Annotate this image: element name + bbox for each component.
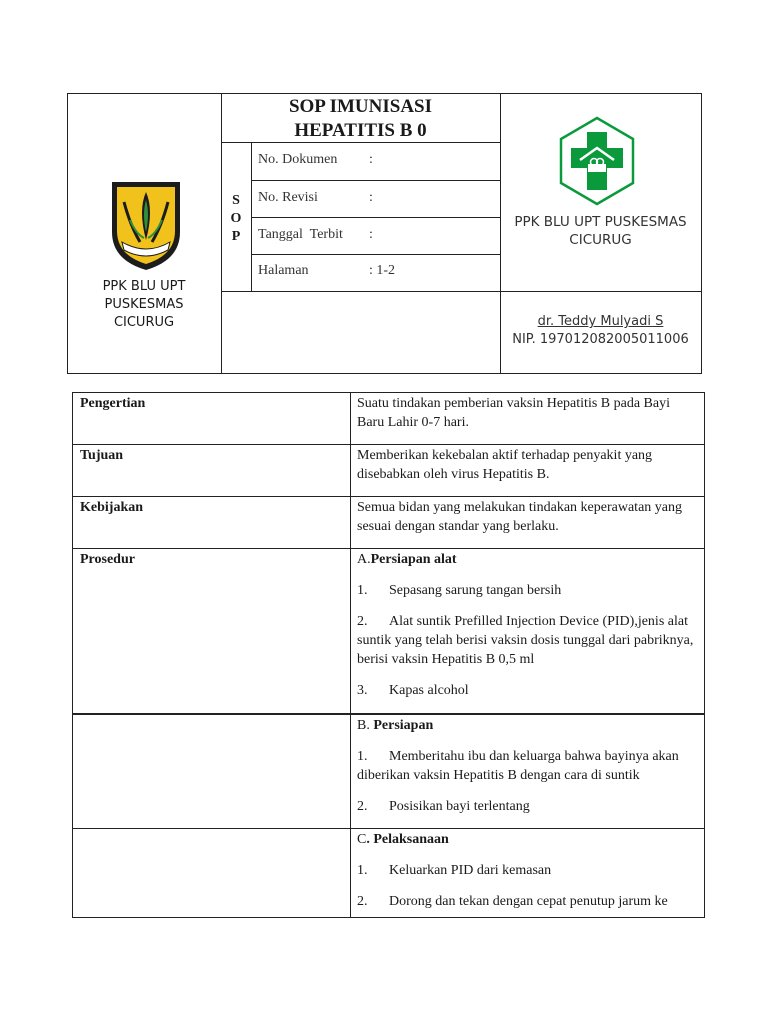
section-pelaksanaan	[351, 829, 705, 918]
sop-letter-s: S	[232, 193, 240, 208]
item-text: Alat suntik Prefilled Injection Device (PID),jenis alat suntik yang telah berisi vaksin dosis tunggal dari pabriknya, berisi vaksin Hepatitis B 0,5 ml	[357, 614, 694, 667]
value-kebijakan: Semua bidan yang melakukan tindakan keperawatan yang sesuai dengan standar yang berlaku.	[351, 497, 705, 549]
title-line-1: SOP IMUNISASI	[288, 96, 433, 117]
item-text: Dorong dan tekan dengan cepat penutup jarum ke	[389, 894, 668, 909]
meta-label-tanggal-terbit: Tanggal Terbit	[258, 227, 343, 242]
label-empty	[73, 829, 351, 918]
row-prosedur-c	[73, 829, 705, 918]
item-text: Keluarkan PID dari kemasan	[389, 863, 552, 878]
org-right-line-2: CICURUG	[569, 232, 632, 248]
row-tujuan	[73, 445, 705, 497]
header-row-line-3	[251, 217, 500, 218]
puskesmas-logo-icon	[558, 116, 636, 206]
sop-letter-p: P	[231, 229, 241, 244]
section-persiapan	[351, 714, 705, 829]
item-text: Sepasang sarung tangan bersih	[389, 583, 562, 598]
row-prosedur-a	[73, 549, 705, 714]
org-left-line-1: PPK BLU UPT	[102, 279, 186, 294]
list-item	[357, 892, 698, 911]
title-line-2: HEPATITIS B 0	[294, 120, 427, 141]
item-number: 2.	[357, 798, 368, 814]
section-b-heading	[357, 716, 698, 735]
item-number: 1.	[357, 583, 368, 598]
meta-value-no-revisi: :	[369, 190, 373, 205]
list-item	[357, 797, 698, 816]
signer-nip: NIP. 197012082005011006	[512, 332, 689, 347]
org-left-line-2: PUSKESMAS	[104, 297, 184, 312]
list-item	[357, 612, 698, 669]
list-item	[357, 747, 698, 785]
value-pengertian: Suatu tindakan pemberian vaksin Hepatitis B pada Bayi Baru Lahir 0-7 hari.	[351, 393, 705, 445]
item-number: 3.	[357, 683, 368, 698]
list-item	[357, 581, 698, 600]
label-tujuan: Tujuan	[73, 445, 351, 497]
row-pengertian	[73, 393, 705, 445]
item-number: 1.	[357, 863, 368, 878]
item-text: Posisikan bayi terlentang	[389, 798, 530, 814]
meta-label-no-dokumen: No. Dokumen	[258, 152, 338, 167]
section-b-title: Persiapan	[373, 717, 434, 733]
org-left-line-3: CICURUG	[113, 315, 175, 330]
signer-name: dr. Teddy Mulyadi S	[537, 314, 664, 329]
section-persiapan-alat	[351, 549, 705, 714]
regency-crest-icon	[110, 180, 182, 272]
section-c-prefix: C	[357, 832, 367, 847]
sop-content-table	[72, 392, 705, 918]
org-right-line-1: PPK BLU UPT PUSKESMAS	[514, 214, 687, 230]
organization-name-right	[500, 213, 701, 249]
item-number: 2.	[357, 614, 368, 629]
organization-name-left	[68, 278, 220, 332]
row-kebijakan	[73, 497, 705, 549]
value-tujuan: Memberikan kekebalan aktif terhadap penyakit yang disebabkan oleh virus Hepatitis B.	[351, 445, 705, 497]
meta-value-no-dokumen: :	[369, 152, 373, 167]
section-a-prefix: A.	[357, 552, 371, 567]
item-text: Kapas alcohol	[389, 683, 469, 698]
item-text: Memberitahu ibu dan keluarga bahwa bayinya akan diberikan vaksin Hepatitis B dengan cara di suntik	[357, 748, 679, 783]
item-number: 1.	[357, 748, 368, 764]
label-pengertian: Pengertian	[73, 393, 351, 445]
sop-letter-o: O	[230, 211, 242, 226]
header-row-line-4	[251, 254, 500, 255]
list-item	[357, 861, 698, 880]
meta-value-tanggal-terbit: :	[369, 227, 373, 242]
meta-label-halaman: Halaman	[258, 263, 309, 278]
section-b-prefix: B.	[357, 717, 374, 733]
header-row-line-2	[251, 180, 500, 181]
header-row-line-5	[221, 291, 702, 292]
document-title	[221, 95, 500, 143]
row-prosedur-b	[73, 714, 705, 829]
meta-label-no-revisi: No. Revisi	[258, 190, 318, 205]
meta-value-halaman: : 1-2	[369, 263, 396, 278]
label-kebijakan: Kebijakan	[73, 497, 351, 549]
section-a-title: Persiapan alat	[370, 552, 457, 567]
section-c-title: . Pelaksanaan	[366, 832, 449, 847]
section-c-heading	[357, 830, 698, 849]
label-empty	[73, 714, 351, 829]
section-a-heading	[357, 550, 698, 569]
item-number: 2.	[357, 894, 368, 909]
list-item	[357, 681, 698, 700]
label-prosedur: Prosedur	[73, 549, 351, 714]
